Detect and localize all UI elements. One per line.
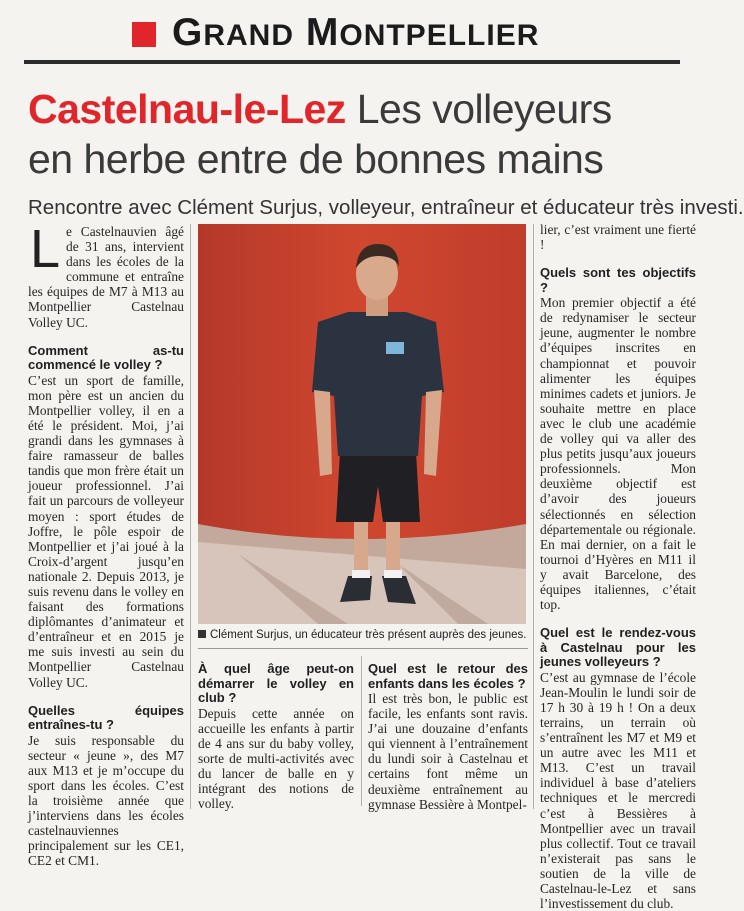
- column-divider: [361, 656, 362, 806]
- column-1: [28, 219, 184, 869]
- answer-text: Mon premier objectif a été de redynamiser le secteur jeune, augmenter le nombre d’équipes inscrites en championnat et pouvoir alimenter les équipes minimes cadets et juniors. Je souhaite mettre en place avec le club une académie de volley qui va aller des plus petits jusqu’aux joueurs professionnels. Mon deuxième objectif est d’avoir des joueurs sélectionnés en sélection départementale ou régionale. En mai dernier, on a fait le tournoi d’Hyères en M11 il y avait Barcelone, des équipes italiennes, c’était top.: [540, 295, 696, 613]
- question-heading: Comment as-tu commencé le volley ?: [28, 342, 184, 373]
- caption-rule: [198, 648, 528, 649]
- question-heading: Quelles équipes entraînes-tu ?: [28, 702, 184, 733]
- answer-text: Je suis responsable du secteur « jeune », des M7 aux M13 et je m’occupe du sport dans les écoles. C’est la troisième année que j’interviens dans les écoles castelnauviennes principalement sur les CE1, CE2 et CM1.: [28, 732, 184, 869]
- headline: [28, 84, 688, 184]
- answer-text: Depuis cette année on accueille les enfants à partir de 4 ans sur du baby volley, sorte de multi-activités avec du lancer de balle en y intégrant des notions de volley.: [198, 705, 354, 812]
- section-rule: [24, 60, 680, 64]
- answer-text: Il est très bon, le public est facile, les enfants sont ravis. J’ai une douzaine d’enfants qui viennent à l’entraînement du lundi soir à Castelnau et certains font même un deuxième entraînement au gymnase Bessière à Montpel-: [368, 691, 528, 812]
- answer-text: C’est au gymnase de l’école Jean-Moulin le lundi soir de 17 h 30 à 19 h ! On a deux terrains, un terrain où s’entraînent les M7 et M9 et un autre avec les M11 et M13. C’est un travail individuel à base d’ateliers techniques et le mercredi c’est à Bessières à Montpellier avec un travail plus collectif. Tout ce travail n’existerait pas sans le soutien de la ville de Castelnau-le-Lez et sans l’investissement du club.: [540, 669, 696, 911]
- section-marker: [132, 22, 156, 47]
- column-4: [540, 222, 696, 911]
- question-heading: Quel est le retour des enfants dans les écoles ?: [368, 661, 528, 691]
- question-heading: À quel âge peut-on démarrer le volley en club ?: [198, 661, 354, 705]
- headline-line2: en herbe entre de bonnes mains: [28, 136, 604, 182]
- column-2: [198, 662, 354, 811]
- column-divider: [533, 224, 534, 809]
- question-heading: Quels sont tes objectifs ?: [540, 265, 696, 295]
- headline-line1: Les volleyeurs: [356, 86, 612, 132]
- question-heading: Quel est le rendez-vous à Castelnau pour les jeunes volleyeurs ?: [540, 625, 696, 670]
- headline-place: Castelnau-le-Lez: [28, 86, 346, 132]
- column-3: [368, 662, 528, 812]
- player-photo: [198, 224, 526, 624]
- player-photo-image: [198, 224, 526, 624]
- continuation-text: lier, c’est vraiment une fierté !: [540, 222, 696, 253]
- column-divider: [190, 224, 191, 809]
- answer-text: C’est un sport de famille, mon père est un ancien du Montpellier volley, il en a été le président. Moi, j’ai grandi dans les gymnases à faire ramasseur de balles tandis que mon frère était un joueur professionnel. J’ai fait un parcours de volleyeur moyen : sport études de Joffre, le pôle espoir de Montpellier et j’ai joué à la Croix-d’argent jusqu’en nationale 2. Depuis 2013, je suis revenu dans le volley en faisant des formations diplômantes d’animateur et d’entraîneur et en 2015 je me suis investi au sein du Montpellier Castelnau Volley UC.: [28, 372, 184, 690]
- standfirst: Rencontre avec Clément Surjus, volleyeur, entraîneur et éducateur très investi.: [28, 196, 744, 219]
- intro-text: e Castelnauvien âgé de 31 ans, intervient dans les écoles de la commune et entraîne les équipes de M7 à M13 au Montpellier Castelnau Volley UC.: [28, 224, 184, 330]
- dropcap: L: [30, 219, 61, 279]
- section-title: GRAND MONTPELLIER: [172, 11, 540, 54]
- caption-marker: [198, 630, 206, 638]
- photo-caption: Clément Surjus, un éducateur très présent auprès des jeunes.: [198, 628, 528, 642]
